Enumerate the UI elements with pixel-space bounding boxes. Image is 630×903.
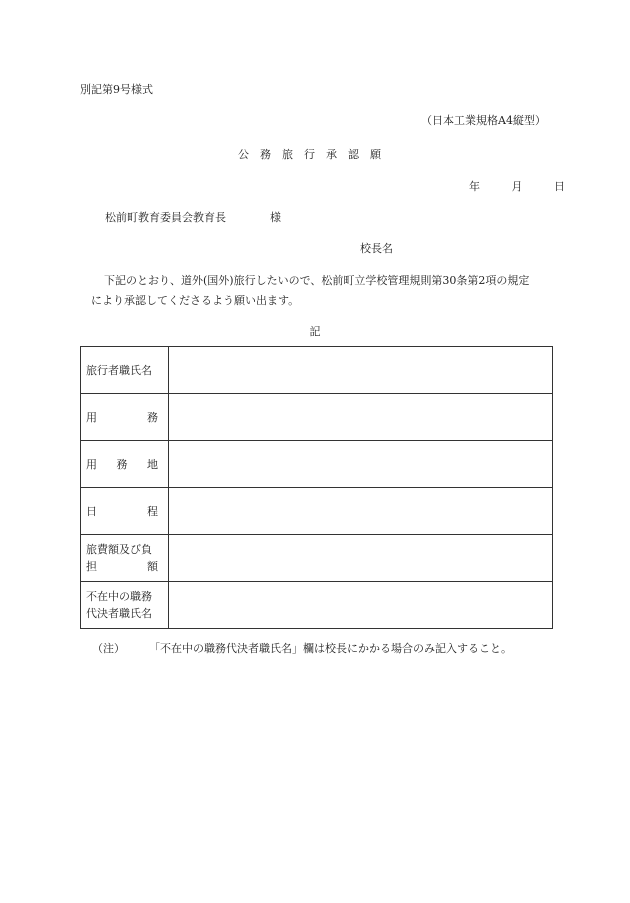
table-row (81, 441, 553, 488)
detail-table (80, 346, 553, 629)
deputy-value-cell[interactable] (169, 582, 553, 629)
ki-heading: 記 (309, 325, 321, 338)
addressee (105, 209, 281, 225)
document-title: 公務旅行承認願 (238, 148, 392, 161)
table-row (81, 535, 553, 582)
expense-label-char: 額 (147, 560, 158, 573)
deputy-label-line2: 代決者職氏名 (86, 607, 152, 620)
note-text: 「不在中の職務代決者職氏名」欄は校長にかかる場合のみ記入すること。 (149, 642, 512, 655)
schedule-value-cell[interactable] (169, 488, 553, 535)
business-value-cell[interactable] (169, 394, 553, 441)
addressee-honorific: 様 (270, 211, 281, 224)
footnote (92, 640, 512, 656)
table-row (81, 488, 553, 535)
traveler-value-cell[interactable] (169, 347, 553, 394)
table-row (81, 394, 553, 441)
table-row (81, 582, 553, 629)
applicant-label: 校長名 (360, 242, 393, 255)
row-label-traveler (81, 347, 169, 394)
expense-value-cell[interactable] (169, 535, 553, 582)
row-label-destination (81, 441, 169, 488)
schedule-label-char: 程 (147, 504, 158, 518)
addressee-name: 松前町教育委員会教育長 (105, 211, 226, 224)
expense-label-char: 担 (86, 560, 97, 573)
date-line (441, 178, 565, 194)
body-line-2: により承認してくださるよう願い出ます。 (91, 294, 300, 307)
form-number: 別記第9号様式 (80, 83, 153, 96)
destination-value-cell[interactable] (169, 441, 553, 488)
business-label-char: 務 (147, 410, 158, 424)
schedule-label-char: 日 (86, 504, 97, 518)
note-prefix: （注） (92, 642, 125, 655)
business-label-char: 用 (86, 410, 97, 424)
deputy-label-line1: 不在中の職務 (86, 590, 152, 603)
table-row (81, 347, 553, 394)
date-month: 月 (511, 180, 523, 193)
traveler-label: 旅行者職氏名 (86, 363, 152, 377)
destination-label-char: 務 (116, 457, 128, 471)
expense-label-line1: 旅費額及び負 (86, 543, 152, 556)
row-label-expense (81, 535, 169, 582)
destination-label-char: 用 (86, 457, 97, 471)
body-line-1: 下記のとおり、道外(国外)旅行したいので、松前町立学校管理規則第30条第2項の規定 (104, 274, 530, 287)
date-day: 日 (554, 180, 565, 193)
row-label-business (81, 394, 169, 441)
date-year: 年 (469, 180, 480, 193)
destination-label-char: 地 (147, 457, 158, 471)
paper-size-note: （日本工業規格A4縦型） (421, 114, 546, 127)
row-label-deputy (81, 582, 169, 629)
row-label-schedule (81, 488, 169, 535)
